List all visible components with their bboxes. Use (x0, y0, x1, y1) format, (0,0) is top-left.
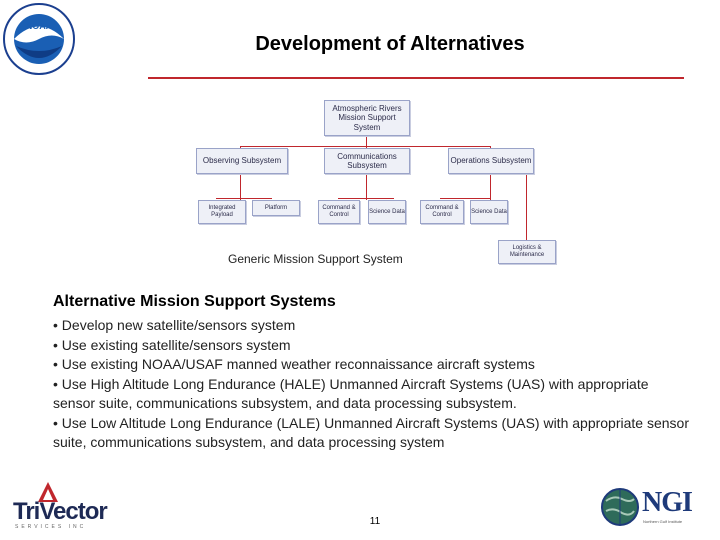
list-item: • Use existing satellite/sensors system (53, 336, 291, 353)
connector (490, 172, 491, 200)
command-control-box: Command & Control (420, 200, 464, 224)
mission-support-diagram (190, 92, 570, 272)
section-heading: Alternative Mission Support Systems (53, 293, 336, 310)
logistics-maintenance-box: Logistics & Maintenance (498, 240, 556, 264)
science-data-box: Science Data (470, 200, 508, 224)
noaa-logo (2, 2, 76, 76)
connector (216, 198, 272, 199)
science-data-box: Science Data (368, 200, 406, 224)
operations-subsystem-box: Operations Subsystem (448, 148, 534, 174)
communications-subsystem-box: Communications Subsystem (324, 148, 410, 174)
svg-text:NOAA: NOAA (25, 21, 53, 31)
page-number: 11 (369, 516, 381, 527)
connector (526, 172, 527, 240)
list-item: • Use existing NOAA/USAF manned weather reconnaissance aircraft systems (53, 356, 535, 372)
bullet-list (53, 316, 693, 453)
connector (440, 198, 490, 199)
ngi-logo: NGI Northern Gulf Institute (600, 487, 700, 529)
connector (240, 146, 490, 147)
list-item: • Use Low Altitude Long Endurance (LALE) Unmanned Aircraft Systems (UAS) with appropriate sensor suite, communications subsystem, and data processing system (53, 414, 689, 450)
trivector-logo: TriVector SERVICES INC (13, 482, 113, 530)
list-item: • Develop new satellite/sensors system (53, 317, 296, 333)
connector (366, 172, 367, 200)
title-divider (148, 77, 684, 79)
page-title: Development of Alternatives (255, 33, 525, 55)
globe-icon (600, 487, 640, 527)
platform-box: Platform (252, 200, 300, 216)
diagram-caption: Generic Mission Support System (228, 252, 403, 266)
list-item: • Use High Altitude Long Endurance (HALE) Unmanned Aircraft Systems (UAS) with appropriate sensor suite, communications subsystem, and data processing subsystem. (53, 375, 649, 411)
observing-subsystem-box: Observing Subsystem (196, 148, 288, 174)
diagram-root-box: Atmospheric Rivers Mission Support System (324, 100, 410, 136)
connector (338, 198, 394, 199)
command-control-box: Command & Control (318, 200, 360, 224)
integrated-payload-box: Integrated Payload (198, 200, 246, 224)
connector (240, 172, 241, 200)
